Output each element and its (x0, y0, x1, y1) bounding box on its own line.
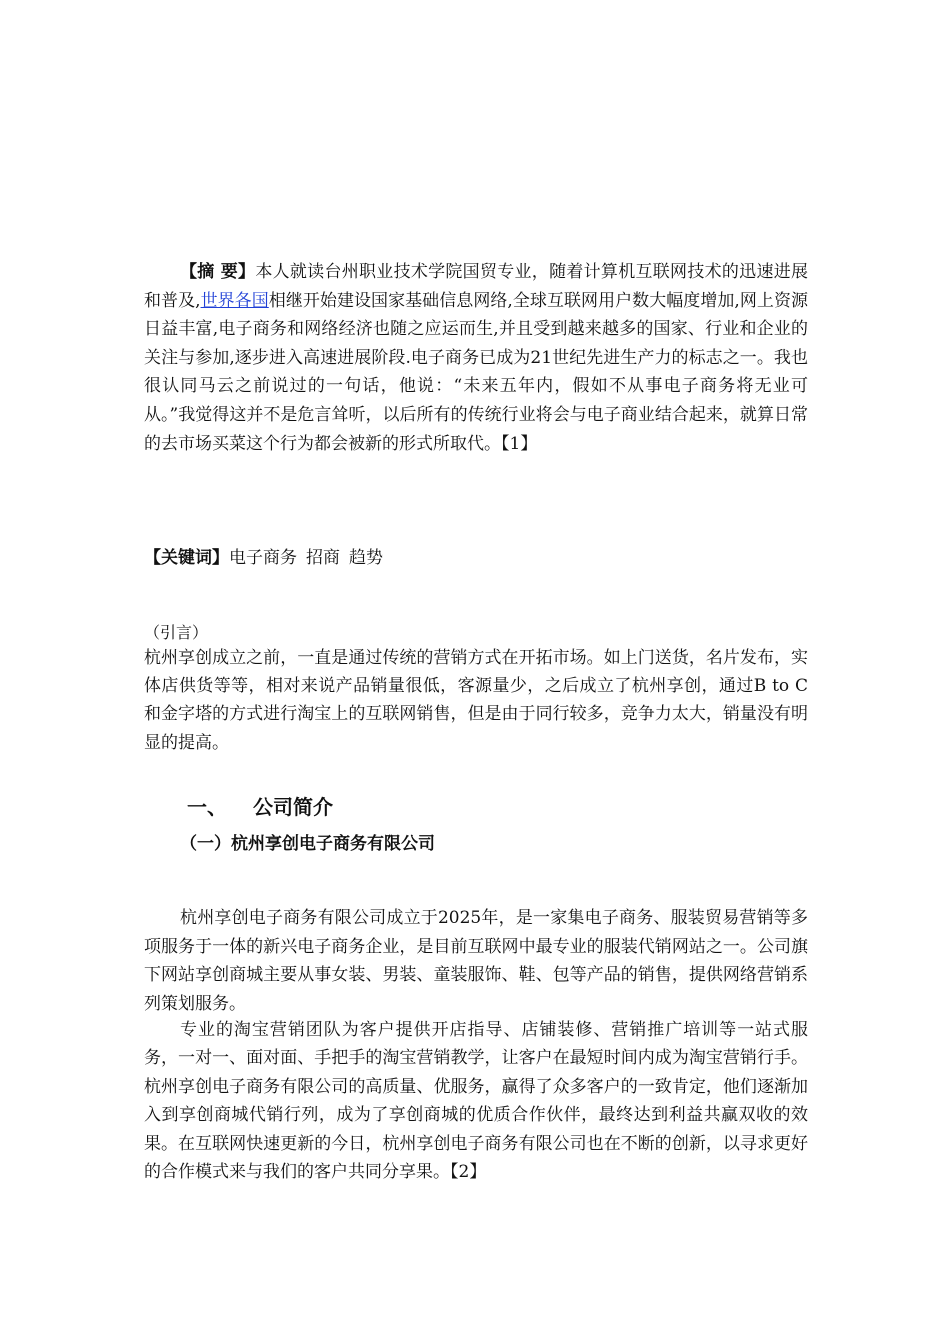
keyword-item: 电子商务 (229, 548, 297, 568)
section-title: 公司简介 (253, 795, 333, 819)
keywords-line (144, 544, 808, 572)
company-intro-paragraph: 杭州享创电子商务有限公司成立于2025年，是一家集电子商务、服装贸易营销等多项服务于一体的新兴电子商务企业，是目前互联网中最专业的服装代销网站之一。公司旗下网站享创商城主要从事女装、男装、童装服饰、鞋、包等产品的销售，提供网络营销系列策划服务。 (144, 908, 808, 1014)
subsection-heading: （一）杭州享创电子商务有限公司 (180, 834, 435, 854)
abstract-text-start: 本人就读台州职业技术学院国贸专业，随着计算机互联网技术的迅速进展和普及, (144, 262, 809, 311)
keyword-item: 趋势 (349, 548, 383, 568)
world-countries-link[interactable]: 世界各国 (200, 290, 269, 311)
abstract-text-rest: 相继开始建设国家基础信息网络,全球互联网用户数大幅度增加,网上资源日益丰富,电子商务和网络经济也随之应运而生,并且受到越来越多的国家、行业和企业的关注与参加,逐步进入高速进展阶段.电子商务已成为21世纪先进生产力的标志之一。我也很认同马云之前说过的一句话，他说：“未来五年内，假如不从事电子商务将无业可从。”我觉得这并不是危言耸听，以后所有的传统行业将会与电子商业结合起来，就算日常的去市场买菜这个行为都会被新的形式所取代。【1】 (144, 290, 809, 454)
section-heading (187, 792, 333, 822)
section-number: 一、 (187, 795, 227, 819)
abstract-paragraph (144, 258, 808, 458)
intro-paragraph: 杭州享创成立之前，一直是通过传统的营销方式在开拓市场。如上门送货，名片发布，实体店供货等等，相对来说产品销量很低，客源量少，之后成立了杭州享创，通过B to C和金字塔的方式进行淘宝上的互联网销售，但是由于同行较多，竞争力太大，销量没有明显的提高。 (144, 648, 808, 753)
keywords-label: 【关键词】 (144, 548, 229, 568)
keyword-item: 招商 (306, 548, 340, 568)
abstract-label: 【摘 要】 (180, 262, 256, 282)
company-service-paragraph: 专业的淘宝营销团队为客户提供开店指导、店铺装修、营销推广培训等一站式服务，一对一、面对面、手把手的淘宝营销教学，让客户在最短时间内成为淘宝营销行手。杭州享创电子商务有限公司的高质量、优服务，赢得了众多客户的一致肯定，他们逐渐加入到享创商城代销行列，成为了享创商城的优质合作伙伴，最终达到利益共赢双收的效果。在互联网快速更新的今日，杭州享创电子商务有限公司也在不断的创新，以寻求更好的合作模式来与我们的客户共同分享果。【2】 (144, 1020, 808, 1183)
intro-label: （引言） (144, 623, 209, 642)
